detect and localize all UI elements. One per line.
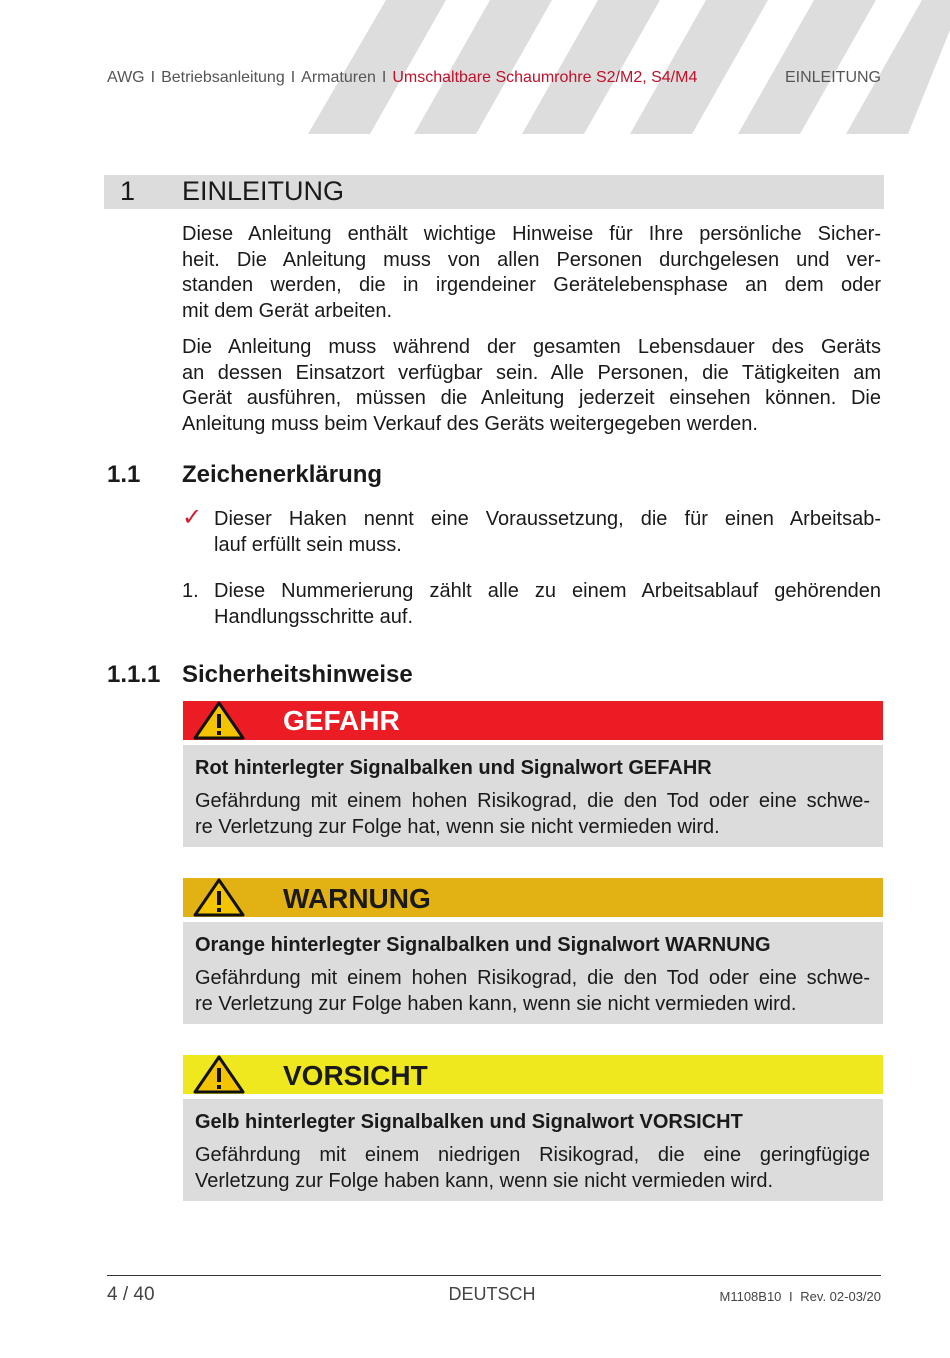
warning-info-text (195, 965, 870, 1017)
danger-info-title: Rot hinterlegter Signalbalken und Signalwort GEFAHR (195, 757, 712, 779)
footer-language: DEUTSCH (448, 1284, 536, 1304)
chapter-number: 1 (120, 176, 136, 206)
text-line: Handlungsschritte auf. (214, 605, 414, 628)
subsection-title: Sicherheitshinweise (182, 661, 413, 688)
subsection-number: 1.1.1 (107, 661, 161, 688)
revision: Rev. 02-03/20 (800, 1289, 881, 1304)
text-line: Gefährdung mit einem niedrigen Risikograd, die eine geringfügige (195, 1144, 870, 1166)
text-line: Diese Anleitung enthält wichtige Hinweise für Ihre persönliche Sicher- (182, 223, 881, 245)
footer-separator: I (789, 1289, 793, 1304)
text-line: Gefährdung mit einem hohen Risikograd, die den Tod oder eine schwe- (195, 967, 870, 989)
crumb-separator: I (381, 69, 387, 86)
crumb-separator: I (150, 69, 156, 86)
text-line: Gefährdung mit einem hohen Risikograd, die den Tod oder eine schwe- (195, 790, 870, 812)
doc-code: M1108B10 (719, 1289, 782, 1304)
text-line: mit dem Gerät arbeiten. (182, 299, 393, 322)
crumb-separator: I (290, 69, 296, 86)
intro-paragraph-1 (182, 222, 881, 324)
warning-info-title: Orange hinterlegter Signalbalken und Signalwort WARNUNG (195, 934, 771, 956)
caution-info-text (195, 1142, 870, 1194)
text-line: Dieser Haken nennt eine Voraussetzung, die für einen Arbeitsab- (214, 508, 881, 530)
check-icon: ✓ (182, 504, 203, 531)
danger-signal-word: GEFAHR (283, 705, 400, 736)
crumb-doc-type: Betriebsanleitung (161, 69, 285, 86)
warning-triangle-icon (193, 878, 245, 917)
warning-signal-word: WARNUNG (283, 883, 431, 914)
warning-triangle-icon (193, 701, 245, 740)
chapter-title: EINLEITUNG (182, 176, 345, 206)
step-number: 1. (182, 580, 199, 602)
crumb-product: Umschaltbare Schaumrohre S2/M2, S4/M4 (392, 69, 698, 86)
section-title: Zeichenerklärung (182, 461, 383, 488)
text-line: re Verletzung zur Folge haben kann, wenn sie nicht vermieden wird. (195, 993, 797, 1015)
text-line: an dessen Einsatzort verfügbar sein. Alle Personen, die Tätigkeiten am (182, 361, 881, 384)
text-line: Anleitung muss beim Verkauf des Geräts weitergegeben werden. (182, 412, 758, 435)
text-line: heit. Die Anleitung muss von allen Personen durchgelesen und ver- (182, 248, 881, 271)
caution-info-title: Gelb hinterlegter Signalbalken und Signalwort VORSICHT (195, 1111, 743, 1133)
text-line: re Verletzung zur Folge hat, wenn sie nicht vermieden wird. (195, 816, 720, 838)
caution-signal-word: VORSICHT (283, 1060, 428, 1091)
danger-info-text (195, 788, 870, 840)
text-line: Die Anleitung muss während der gesamten Lebensdauer des Geräts (182, 336, 881, 358)
footer-revision (620, 1289, 881, 1304)
text-line: lauf erfüllt sein muss. (214, 533, 402, 556)
page-number: 4 / 40 (107, 1284, 155, 1305)
header-section: EINLEITUNG (784, 69, 881, 86)
text-line: standen werden, die in irgendeiner Gerätelebensphase an dem oder (182, 274, 881, 296)
check-list-item (214, 507, 881, 558)
section-number: 1.1 (107, 461, 141, 488)
text-line: Verletzung zur Folge haben kann, wenn sie nicht vermieden wird. (195, 1170, 774, 1192)
footer-rule (107, 1275, 881, 1276)
numbered-list-item (214, 579, 881, 630)
crumb-category: Armaturen (301, 69, 376, 86)
warning-triangle-icon (193, 1055, 245, 1094)
intro-paragraph-2 (182, 335, 881, 437)
text-line: Diese Nummerierung zählt alle zu einem Arbeitsablauf gehörenden (214, 580, 881, 602)
text-line: Gerät ausführen, müssen die Anleitung jederzeit einsehen können. Die (182, 387, 881, 409)
crumb-company: AWG (107, 69, 145, 86)
